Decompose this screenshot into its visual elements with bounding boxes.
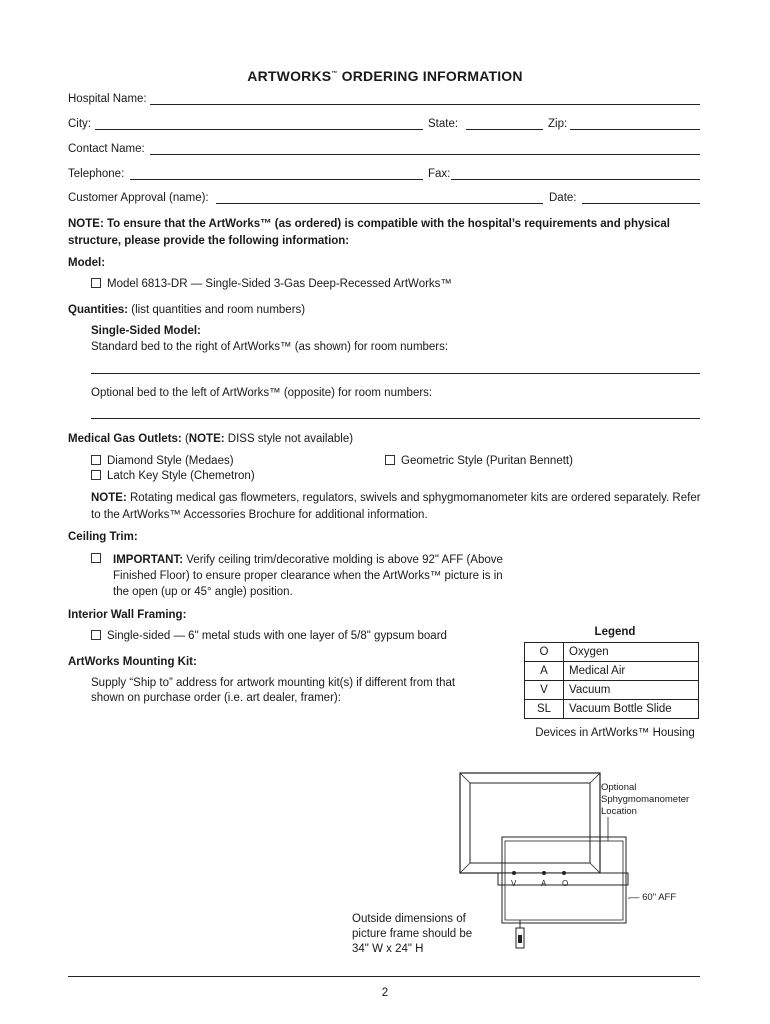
- customer-approval-label: Customer Approval (name):: [68, 192, 209, 204]
- optional-bed-label: Optional bed to the left of ArtWorks™ (opposite) for room numbers:: [91, 387, 433, 399]
- fax-field[interactable]: [451, 179, 700, 180]
- model-checkbox[interactable]: [91, 278, 101, 288]
- footer-rule: [68, 976, 700, 977]
- legend-table: [524, 642, 699, 719]
- intro-note: NOTE: To ensure that the ArtWorks™ (as ordered) is compatible with the hospital’s requirements and physical structure, please provide the following information:: [68, 218, 670, 247]
- contact-name-label: Contact Name:: [68, 143, 145, 155]
- gas-option-latch-key[interactable]: Latch Key Style (Chemetron): [91, 470, 255, 482]
- geometric-checkbox[interactable]: [385, 455, 395, 465]
- outlet-a: [542, 871, 546, 875]
- legend-caption: Devices in ArtWorks™ Housing: [535, 727, 695, 739]
- wall-framing-checkbox[interactable]: [91, 630, 101, 640]
- model-heading: Model:: [68, 257, 106, 269]
- legend-row: A Medical Air: [525, 662, 699, 681]
- quantities-heading: Quantities: (list quantities and room numbers): [68, 304, 306, 316]
- wall-framing-option[interactable]: Single-sided — 6" metal studs with one layer of 5/8" gypsum board: [91, 630, 447, 642]
- fax-label: Fax:: [428, 168, 451, 180]
- gas-note: NOTE: Rotating medical gas flowmeters, regulators, swivels and sphygmomanometer kits are ordered separately. Refer to the ArtWorks™ Accessories Brochure for additional information.: [91, 492, 701, 521]
- standard-bed-label: Standard bed to the right of ArtWorks™ (as shown) for room numbers:: [91, 341, 449, 353]
- ceiling-important-note: IMPORTANT: Verify ceiling trim/decorative molding is above 92" AFF (Above Finished Floor) to ensure proper clearance when the ArtWorks™ picture is in the open (up or 45° angle) position.: [113, 554, 503, 598]
- picture-frame-inner: [470, 783, 590, 863]
- trademark-mark: ™: [331, 71, 338, 77]
- optional-label-3: Location: [601, 806, 637, 817]
- frame-dimensions-note: Outside dimensions of picture frame should be 34" W x 24" H: [352, 913, 473, 955]
- mounting-kit-heading: ArtWorks Mounting Kit:: [68, 656, 197, 668]
- legend-row: SL Vacuum Bottle Slide: [525, 700, 699, 719]
- outlet-v-label: V: [511, 879, 517, 888]
- diamond-checkbox[interactable]: [91, 455, 101, 465]
- outlet-v: [512, 871, 516, 875]
- ceiling-checkbox[interactable]: [91, 553, 101, 563]
- hospital-name-label: Hospital Name:: [68, 93, 147, 105]
- city-field[interactable]: [95, 129, 423, 130]
- date-field[interactable]: [582, 203, 700, 204]
- hospital-name-field[interactable]: [150, 104, 700, 105]
- outlet-a-label: A: [541, 879, 547, 888]
- legend-title: Legend: [594, 626, 636, 638]
- city-label: City:: [68, 118, 91, 130]
- gas-option-diamond[interactable]: Diamond Style (Medaes): [91, 455, 234, 467]
- mounting-kit-text: Supply “Ship to” address for artwork mounting kit(s) if different from that shown on purchase order (i.e. art dealer, framer):: [91, 677, 456, 704]
- latch-key-checkbox[interactable]: [91, 470, 101, 480]
- standard-bed-rooms-field[interactable]: [91, 373, 700, 374]
- gas-option-geometric[interactable]: Geometric Style (Puritan Bennett): [385, 455, 573, 467]
- optional-label-2: Sphygmomanometer: [601, 794, 690, 805]
- outlet-o-label: O: [562, 879, 569, 888]
- legend-row: V Vacuum: [525, 681, 699, 700]
- optional-label-1: Optional: [601, 782, 637, 793]
- page-number: 2: [381, 987, 389, 999]
- aff-label: — 60" AFF: [630, 892, 677, 903]
- state-label: State:: [428, 118, 459, 130]
- zip-label: Zip:: [548, 118, 568, 130]
- wall-framing-heading: Interior Wall Framing:: [68, 609, 187, 621]
- legend-row: O Oxygen: [525, 643, 699, 662]
- telephone-label: Telephone:: [68, 168, 125, 180]
- customer-approval-field[interactable]: [216, 203, 543, 204]
- date-label: Date:: [549, 192, 577, 204]
- outlet-o: [562, 871, 566, 875]
- gas-outlets-heading: Medical Gas Outlets: (NOTE: DISS style not available): [68, 433, 354, 445]
- zip-field[interactable]: [570, 129, 700, 130]
- model-option[interactable]: Model 6813-DR — Single-Sided 3-Gas Deep-Recessed ArtWorks™: [91, 278, 452, 290]
- state-field[interactable]: [466, 129, 543, 130]
- single-sided-heading: Single-Sided Model:: [91, 325, 201, 337]
- ceiling-trim-heading: Ceiling Trim:: [68, 531, 138, 543]
- page-title: ARTWORKS™ ORDERING INFORMATION: [247, 68, 523, 84]
- contact-name-field[interactable]: [150, 154, 700, 155]
- ceiling-checkbox-wrap[interactable]: [91, 553, 107, 565]
- telephone-field[interactable]: [130, 179, 423, 180]
- optional-bed-rooms-field[interactable]: [91, 418, 700, 419]
